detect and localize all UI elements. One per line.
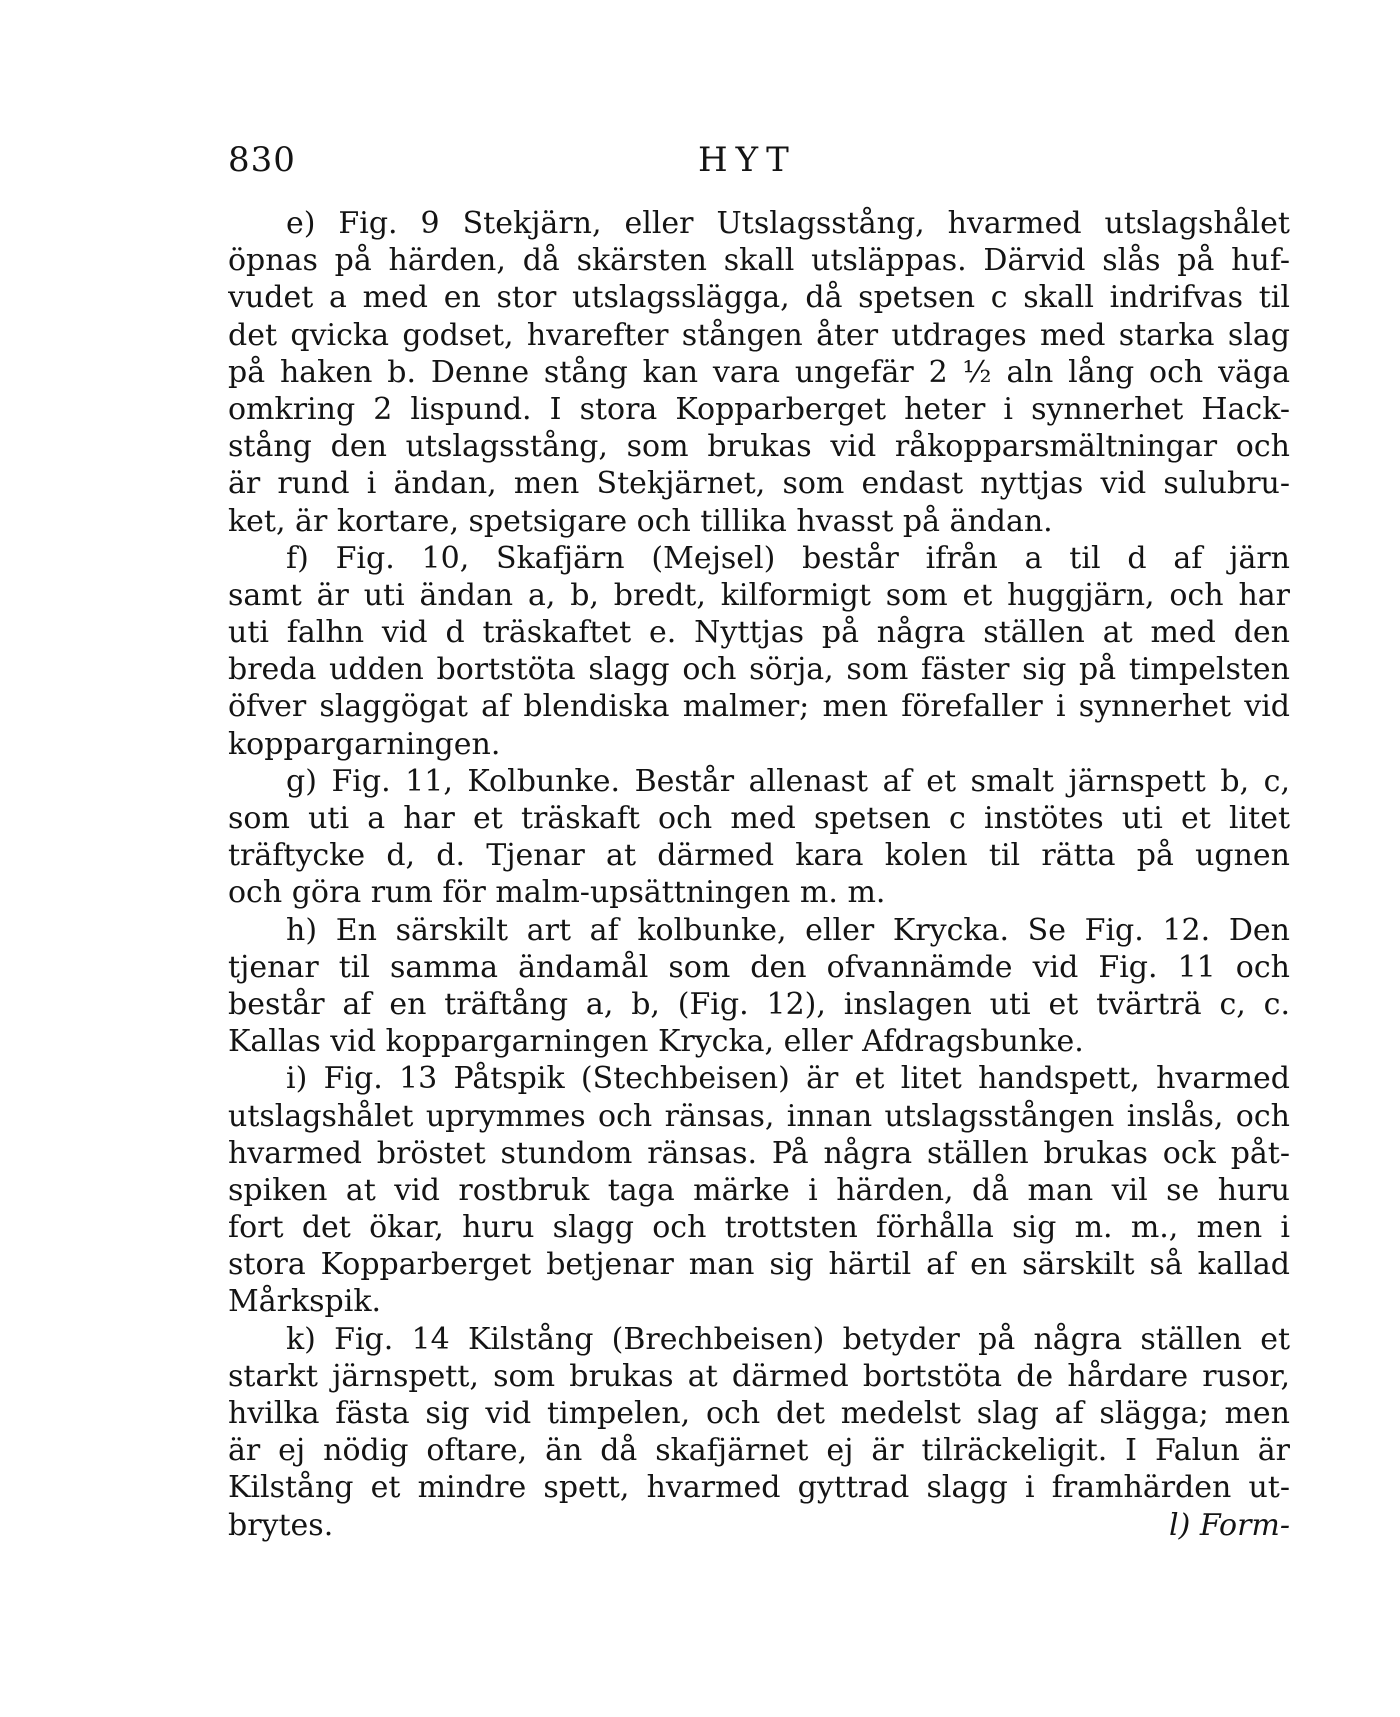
text-line: vudet a med en stor utslagsslägga, då spetsen c skall indrifvas til (228, 280, 1290, 316)
text-line: Mårkspik. (228, 1284, 382, 1320)
text-line: k) Fig. 14 Kilstång (Brechbeisen) betyder på några ställen et (286, 1321, 1290, 1357)
final-line (228, 1507, 1290, 1544)
page-number: 830 (228, 140, 296, 180)
text-line: Kilstång et mindre spett, hvarmed gyttrad slagg i framhärden ut- (228, 1470, 1290, 1506)
text-line: spiken at vid rostbruk taga märke i härden, då man vil se huru (228, 1172, 1290, 1208)
text-line: det qvicka godset, hvarefter stången åter utdrages med starka slag (228, 317, 1290, 353)
text-line: breda udden bortstöta slagg och sörja, som fäster sig på timpelsten (228, 652, 1290, 688)
text-line: öpnas på härden, då skärsten skall utsläppas. Därvid slås på huf- (228, 243, 1290, 279)
text-line: hvarmed bröstet stundom ränsas. På några ställen brukas ock påt- (228, 1135, 1290, 1171)
text-line: starkt järnspett, som brukas at därmed bortstöta de hårdare rusor, (228, 1358, 1290, 1394)
catchword: l) Form- (1169, 1507, 1290, 1543)
text-line: utslagshålet uprymmes och ränsas, innan utslagsstången inslås, och (228, 1098, 1290, 1134)
text-line: h) En särskilt art af kolbunke, eller Krycka. Se Fig. 12. Den (286, 912, 1290, 948)
text-line: och göra rum för malm-upsättningen m. m. (228, 875, 886, 911)
text-line: ket, är kortare, spetsigare och tillika hvasst på ändan. (228, 503, 1053, 539)
text-line: fort det ökar, huru slagg och trottsten förhålla sig m. m., men i (228, 1210, 1290, 1246)
running-head: HYT (698, 140, 797, 180)
text-line: öfver slaggögat af blendiska malmer; men förefaller i synnerhet vid (228, 689, 1290, 725)
text-line: uti falhn vid d träskaftet e. Nyttjas på några ställen at med den (228, 615, 1290, 651)
text-line: är ej nödig oftare, än då skafjärnet ej är tilräckeligit. I Falun är (228, 1433, 1290, 1469)
text-line: på haken b. Denne stång kan vara ungefär 2 ½ aln lång och väga (228, 354, 1290, 390)
text-line: stora Kopparberget betjenar man sig härtil af en särskilt så kallad (228, 1247, 1290, 1283)
text-line: är rund i ändan, men Stekjärnet, som endast nyttjas vid sulubru- (228, 466, 1290, 502)
text-line: stång den utslagsstång, som brukas vid råkopparsmältningar och (228, 429, 1290, 465)
text-line: e) Fig. 9 Stekjärn, eller Utslagsstång, hvarmed utslagshålet (286, 206, 1290, 241)
text-line: består af en träftång a, b, (Fig. 12), inslagen uti et tvärträ c, c. (228, 986, 1290, 1022)
text-line: i) Fig. 13 Påtspik (Stechbeisen) är et litet handspett, hvarmed (286, 1061, 1290, 1097)
text-line: koppargarningen. (228, 726, 501, 762)
text-line: träftycke d, d. Tjenar at därmed kara kolen til rätta på ugnen (228, 838, 1290, 874)
text-line: f) Fig. 10, Skafjärn (Mejsel) består ifrån a til d af järn (286, 540, 1290, 576)
text-line: omkring 2 lispund. I stora Kopparberget heter i synnerhet Hack- (228, 391, 1290, 427)
final-line-text: brytes. (228, 1507, 334, 1543)
text-line: tjenar til samma ändamål som den ofvannämde vid Fig. 11 och (228, 949, 1290, 985)
text-line: Kallas vid koppargarningen Krycka, eller Afdragsbunke. (228, 1024, 1084, 1060)
text-line: g) Fig. 11, Kolbunke. Består allenast af et smalt järnspett b, c, (286, 763, 1290, 799)
text-line: hvilka fästa sig vid timpelen, och det medelst slag af slägga; men (228, 1396, 1290, 1431)
text-line: samt är uti ändan a, b, bredt, kilformigt som et huggjärn, och har (228, 577, 1290, 613)
page-header (228, 140, 1168, 184)
text-line: som uti a har et träskaft och med spetsen c instötes uti et litet (228, 801, 1290, 836)
body-text (228, 205, 1290, 1544)
